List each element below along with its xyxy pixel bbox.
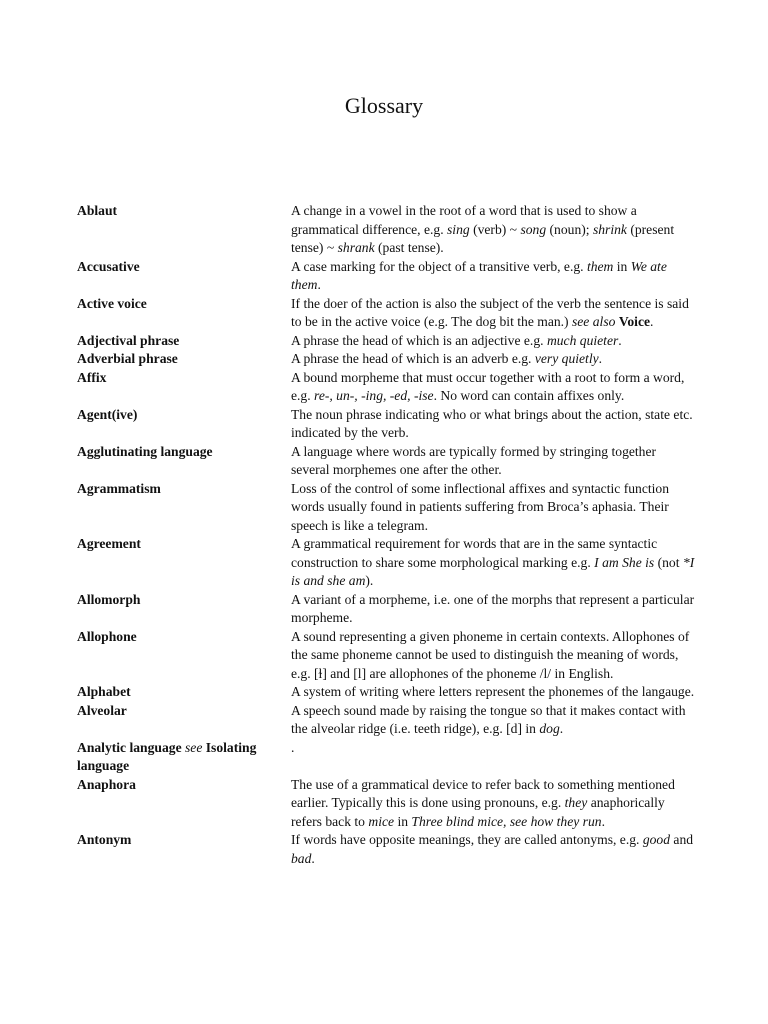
text-run: Alphabet <box>77 684 131 699</box>
text-run: If the doer of the action is also the subject of the verb the sentence is said to be in the active voice (e.g. The dog bit the man.) <box>291 295 689 329</box>
glossary-definition <box>291 202 697 258</box>
text-run: A speech sound made by raising the tongue so that it makes contact with the alveolar ridge (i.e. teeth ridge), e.g. [d] in <box>291 702 686 736</box>
glossary-entry <box>77 443 697 480</box>
text-run: much quieter <box>546 332 619 348</box>
text-run: (past tense). <box>374 240 444 255</box>
text-run: . <box>291 739 295 755</box>
glossary-definition <box>291 406 697 443</box>
text-run: in <box>394 813 412 829</box>
text-run: Agent(ive) <box>77 406 138 422</box>
text-run: . <box>618 332 622 348</box>
glossary-definition <box>291 683 697 702</box>
text-run: shrank <box>337 240 375 255</box>
text-run: A system of writing where letters represent the phonemes of the langauge. <box>291 684 695 699</box>
glossary-term <box>77 702 291 739</box>
glossary-entry <box>77 258 697 295</box>
text-run: If words have opposite meanings, they are called antonyms, e.g. <box>291 832 643 847</box>
text-run: . <box>650 314 654 329</box>
glossary-definition <box>291 628 697 684</box>
text-run: The noun phrase indicating who or what brings about the action, state etc. indicated by the verb. <box>291 406 693 440</box>
glossary-definition <box>291 776 697 832</box>
text-run: A phrase the head of which is an adverb e.g. <box>291 351 535 366</box>
text-run: Loss of the control of some inflectional affixes and syntactic function words usually found in patients suffering from Broca’s aphasia. Their speech is like a telegram. <box>291 480 670 533</box>
text-run: shrink <box>592 221 627 237</box>
text-run: A bound morpheme that must occur together with a root to form a word, e.g. <box>291 369 685 403</box>
text-run: them <box>586 258 614 274</box>
text-run: anaphorically refers back to <box>291 795 665 829</box>
text-run: (present tense) ~ <box>291 221 675 255</box>
glossary-entry <box>77 702 697 739</box>
text-run: Anaphora <box>77 776 136 792</box>
text-run: in <box>613 258 631 274</box>
text-run: Three blind mice, see how they run <box>411 813 602 829</box>
text-run: A sound representing a given phoneme in certain contexts. Allophones of the same phoneme cannot be used to distinguish the meaning of words, e.g. [ɫ] and [l] are allophones of the phoneme /l/ in English. <box>291 628 690 681</box>
text-run: good <box>642 832 671 847</box>
glossary-term <box>77 443 291 480</box>
text-run: I am She is <box>594 554 655 570</box>
glossary-definition <box>291 591 697 628</box>
glossary-entry <box>77 406 697 443</box>
glossary-term <box>77 406 291 443</box>
glossary-definition <box>291 831 697 868</box>
text-run: see <box>185 739 203 755</box>
glossary-term <box>77 591 291 628</box>
text-run: The use of a grammatical device to refer back to something mentioned earlier. Typically this is done using pronouns, e.g. <box>291 776 675 810</box>
text-run: Adverbial phrase <box>77 351 178 366</box>
glossary-entry <box>77 776 697 832</box>
text-run: bad <box>291 850 312 866</box>
text-run: they <box>564 795 588 810</box>
text-run: Accusative <box>77 258 140 274</box>
text-run: . No word can contain affixes only. <box>433 388 625 403</box>
glossary-term <box>77 202 291 258</box>
glossary-term <box>77 831 291 868</box>
text-run: . <box>317 277 321 292</box>
glossary-definition <box>291 480 697 536</box>
text-run: very quietly <box>534 351 599 366</box>
glossary-definition <box>291 443 697 480</box>
text-run: and <box>670 832 694 847</box>
text-run: . <box>559 721 564 736</box>
text-run: Ablaut <box>77 203 118 218</box>
glossary-term <box>77 295 291 332</box>
text-run: Voice <box>618 314 651 329</box>
glossary-entry <box>77 295 697 332</box>
glossary-definition <box>291 369 697 406</box>
text-run: sing <box>447 221 470 237</box>
text-run: Alveolar <box>77 702 127 718</box>
glossary-entry <box>77 739 697 776</box>
glossary-definition <box>291 739 697 776</box>
text-run: (verb) ~ <box>469 221 521 237</box>
glossary-entry <box>77 591 697 628</box>
text-run: . <box>311 850 315 866</box>
text-run: ). <box>365 573 374 588</box>
text-run: Agreement <box>77 536 141 551</box>
text-run: Analytic language <box>77 739 185 755</box>
text-run: Affix <box>77 369 107 385</box>
glossary-entry <box>77 535 697 591</box>
glossary-term <box>77 776 291 832</box>
text-run: (noun); <box>546 221 593 237</box>
glossary-entry <box>77 332 697 351</box>
glossary-term <box>77 480 291 536</box>
glossary-term <box>77 332 291 351</box>
glossary-entry <box>77 831 697 868</box>
text-run: Allomorph <box>77 591 141 607</box>
glossary-definition <box>291 295 697 332</box>
text-run: . <box>598 351 603 366</box>
glossary-entry <box>77 683 697 702</box>
glossary-definition <box>291 332 697 351</box>
text-run: (not <box>654 554 683 570</box>
text-run: A case marking for the object of a transitive verb, e.g. <box>291 258 587 274</box>
text-run: *I is and she am <box>291 554 695 588</box>
text-run: A language where words are typically formed by stringing together several morphemes one after the other. <box>291 443 657 477</box>
glossary-term <box>77 350 291 369</box>
text-run: Agglutinating language <box>77 443 213 459</box>
glossary-entry <box>77 350 697 369</box>
text-run: Antonym <box>77 832 132 847</box>
text-run: see also <box>571 314 616 329</box>
glossary-entry <box>77 202 697 258</box>
glossary-term <box>77 258 291 295</box>
glossary-list <box>77 202 697 868</box>
text-run: A variant of a morpheme, i.e. one of the morphs that represent a particular morpheme. <box>291 591 695 625</box>
text-run: Active voice <box>77 295 147 311</box>
glossary-term <box>77 739 291 776</box>
glossary-term <box>77 683 291 702</box>
glossary-definition <box>291 535 697 591</box>
glossary-entry <box>77 480 697 536</box>
glossary-entry <box>77 628 697 684</box>
glossary-definition <box>291 350 697 369</box>
text-run: Agrammatism <box>77 480 161 496</box>
page-title: Glossary <box>344 93 424 118</box>
text-run: A phrase the head of which is an adjective e.g. <box>291 332 547 348</box>
glossary-term <box>77 369 291 406</box>
text-run: Allophone <box>77 628 137 644</box>
glossary-definition <box>291 258 697 295</box>
text-run: mice <box>368 813 395 829</box>
glossary-term <box>77 535 291 591</box>
glossary-entry <box>77 369 697 406</box>
text-run: A grammatical requirement for words that are in the same syntactic construction to share some morphological marking e.g. <box>291 536 658 570</box>
text-run: Adjectival phrase <box>77 332 180 348</box>
text-run: Isolating language <box>77 739 257 773</box>
text-run: song <box>520 221 547 237</box>
text-run: dog <box>539 721 560 736</box>
text-run: We ate them <box>291 258 667 292</box>
text-run: A change in a vowel in the root of a word that is used to show a grammatical difference, e.g. <box>291 203 637 237</box>
text-run: re-, un-, -ing, -ed, -ise <box>314 388 434 403</box>
glossary-term <box>77 628 291 684</box>
glossary-definition <box>291 702 697 739</box>
text-run: . <box>601 813 605 829</box>
